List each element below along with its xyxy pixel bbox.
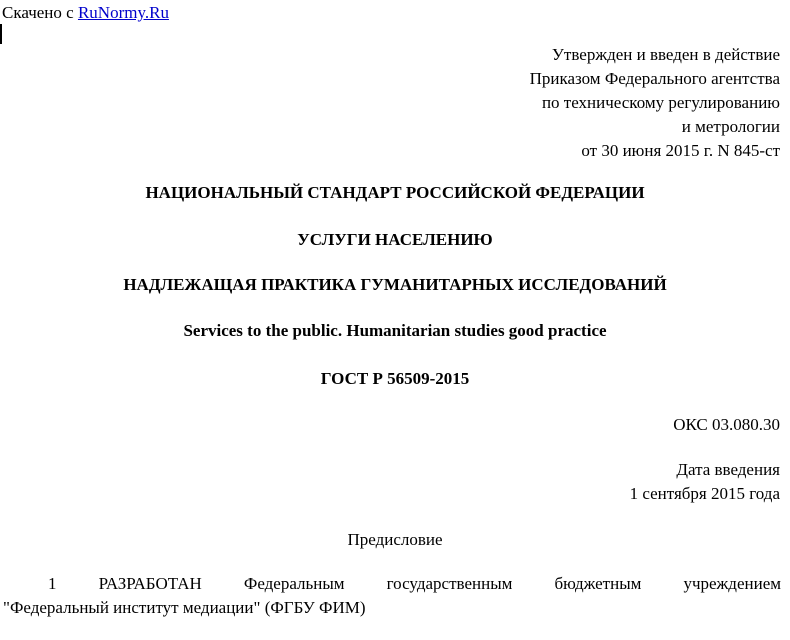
preface-item-1: [3, 572, 781, 620]
approval-line: Приказом Федерального агентства: [529, 69, 780, 88]
gost-number: ГОСТ Р 56509-2015: [320, 369, 470, 388]
approval-line: Утвержден и введен в действие: [551, 45, 780, 64]
preface-item-1-line-2: "Федеральный институт медиации" (ФГБУ ФИМ): [3, 598, 366, 617]
preface-heading: Предисловие: [347, 530, 443, 549]
approval-line: от 30 июня 2015 г. N 845-ст: [581, 141, 780, 160]
runormy-link[interactable]: RuNormy.Ru: [77, 3, 169, 22]
approval-line: и метрологии: [681, 117, 780, 136]
preface-item-1-line-1: 1 РАЗРАБОТАН Федеральным государственным бюджетным учреждением: [48, 574, 781, 593]
approval-block: [530, 43, 780, 163]
intro-date-value: 1 сентября 2015 года: [629, 484, 780, 503]
approval-line: по техническому регулированию: [541, 93, 780, 112]
standard-type-heading: НАЦИОНАЛЬНЫЙ СТАНДАРТ РОССИЙСКОЙ ФЕДЕРАЦИИ: [145, 183, 645, 202]
category-heading: УСЛУГИ НАСЕЛЕНИЮ: [297, 230, 493, 249]
intro-date-label: Дата введения: [676, 460, 780, 479]
oks-code: ОКС 03.080.30: [673, 415, 780, 434]
document-title-ru: НАДЛЕЖАЩАЯ ПРАКТИКА ГУМАНИТАРНЫХ ИССЛЕДОВАНИЙ: [123, 275, 667, 294]
source-line: [2, 1, 169, 25]
text-cursor: [0, 24, 2, 44]
source-prefix: Скачено с: [2, 3, 78, 22]
document-title-en: Services to the public. Humanitarian studies good practice: [183, 321, 607, 340]
